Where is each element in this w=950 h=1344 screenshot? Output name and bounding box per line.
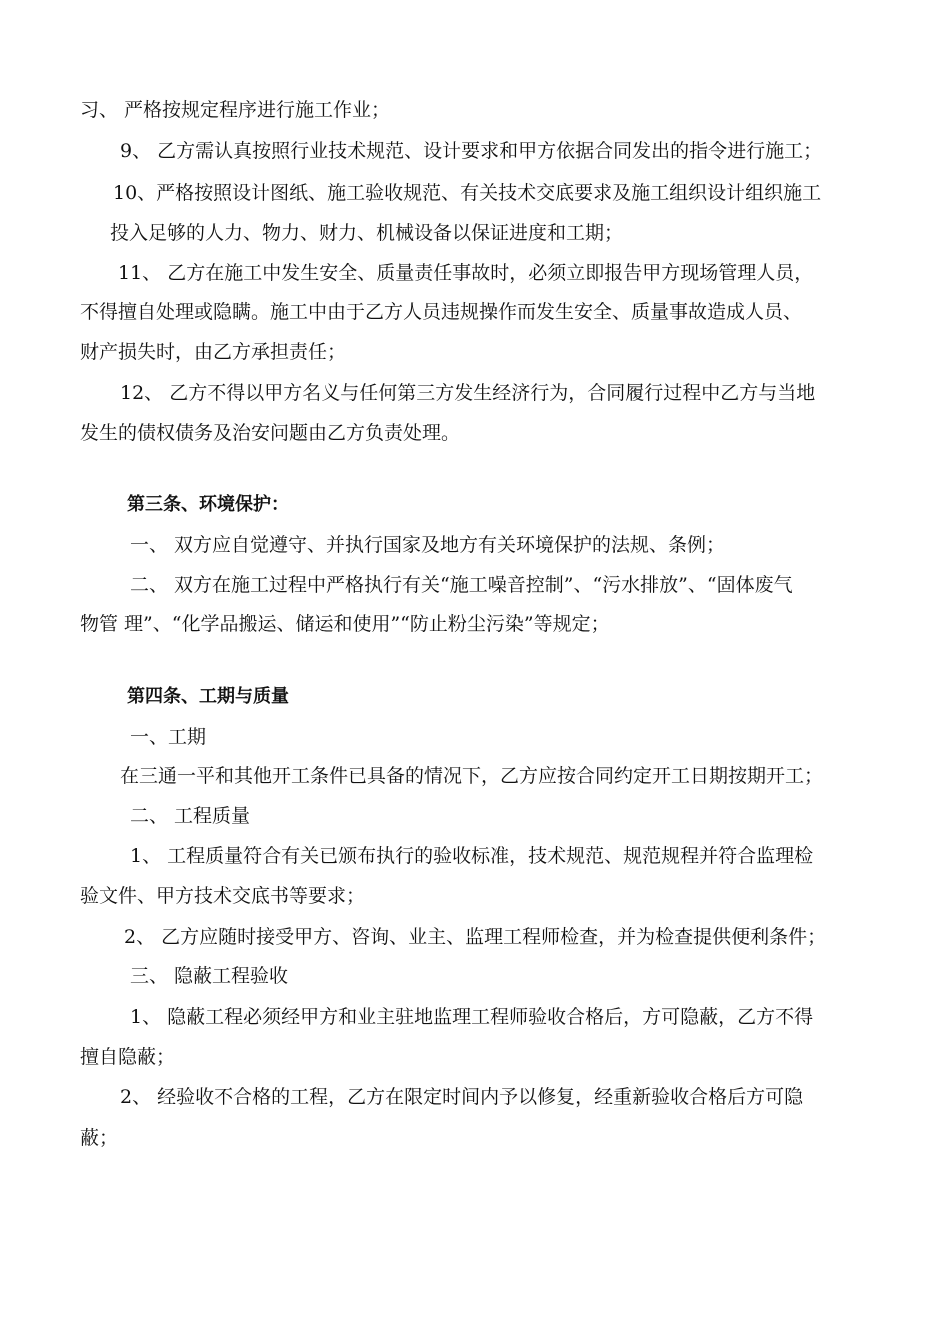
text-line: 2、 乙方应随时接受甲方、咨询、业主、监理工程师检查，并为检查提供便利条件； bbox=[124, 926, 827, 948]
text-line: 9、 乙方需认真按照行业技术规范、设计要求和甲方依据合同发出的指令进行施工； bbox=[120, 140, 823, 162]
text-line: 蔽； bbox=[80, 1127, 119, 1149]
text-line: 1、 隐蔽工程必须经甲方和业主驻地监理工程师验收合格后，方可隐蔽，乙方不得 bbox=[130, 1006, 814, 1028]
text-line: 11、 乙方在施工中发生安全、质量责任事故时，必须立即报告甲方现场管理人员， bbox=[118, 262, 814, 284]
section-heading: 第三条、环境保护： bbox=[127, 494, 289, 515]
text-line: 在三通一平和其他开工条件已具备的情况下，乙方应按合同约定开工日期按期开工； bbox=[120, 765, 824, 787]
text-line: 擅自隐蔽； bbox=[80, 1046, 176, 1068]
text-line: 投入足够的人力、物力、财力、机械设备以保证进度和工期； bbox=[110, 222, 624, 244]
text-line: 财产损失时，由乙方承担责任； bbox=[80, 341, 347, 363]
text-line: 发生的债权债务及治安问题由乙方负责处理。 bbox=[80, 422, 461, 444]
text-line: 1、 工程质量符合有关已颁布执行的验收标准，技术规范、规范规程并符合监理检 bbox=[130, 845, 814, 867]
subsection-heading: 二、 工程质量 bbox=[130, 805, 251, 827]
text-line: 验文件、甲方技术交底书等要求； bbox=[80, 885, 366, 907]
text-line: 12、 乙方不得以甲方名义与任何第三方发生经济行为，合同履行过程中乙方与当地 bbox=[120, 382, 816, 404]
section-heading: 第四条、工期与质量 bbox=[127, 686, 289, 707]
subsection-heading: 一、工期 bbox=[130, 726, 207, 748]
text-line: 不得擅自处理或隐瞒。施工中由于乙方人员违规操作而发生安全、质量事故造成人员、 bbox=[80, 301, 803, 323]
text-line: 2、 经验收不合格的工程，乙方在限定时间内予以修复，经重新验收合格后方可隐 bbox=[120, 1086, 804, 1108]
text-line: 10、严格按照设计图纸、施工验收规范、有关技术交底要求及施工组织设计组织施工 bbox=[113, 182, 822, 204]
text-line: 物管 理”、“化学品搬运、储运和使用”“防止粉尘污染”等规定； bbox=[80, 613, 610, 635]
text-line: 二、 双方在施工过程中严格执行有关“施工噪音控制”、“污水排放”、“固体废气 bbox=[130, 574, 793, 596]
text-line: 一、 双方应自觉遵守、并执行国家及地方有关环境保护的法规、条例； bbox=[130, 534, 726, 556]
text-line: 习、 严格按规定程序进行施工作业； bbox=[80, 99, 391, 121]
subsection-heading: 三、 隐蔽工程验收 bbox=[130, 965, 289, 987]
